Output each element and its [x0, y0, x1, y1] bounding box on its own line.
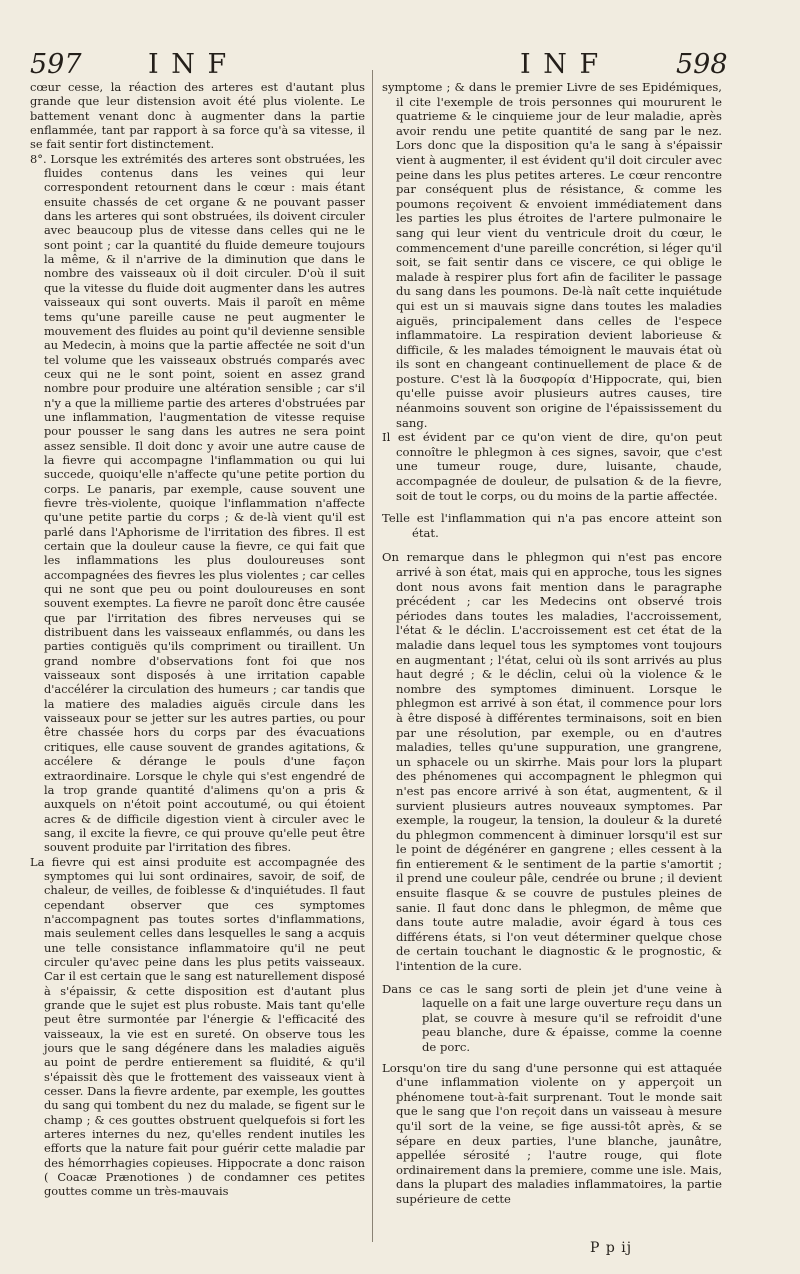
- paragraph: symptome ; & dans le premier Livre de ses Epidémiques, il cite l'exemple de trois personnes qui moururent le quatrieme & le cinquieme jour de leur maladie, après avoir rendu une petite quantité de sang par le nez. Lors donc que la disposition qu'a le sang à s'épaissir vient à augmenter, il est évident qu'il doit circuler avec peine dans les plus petites arteres. Le cœur rencontre par conséquent plus de résistance, & comme les poumons reçoivent & envoient immédiatement dans les parties les plus étroites de l'artere pulmonaire le sang qui leur vient du ventricule droit du cœur, le commencement d'une pareille concrétion, si léger qu'il soit, se fait sentir dans ce viscere, ce qui oblige le malade à respirer plus fort afin de faciliter le passage du sang dans les poumons. De-là naît cette inquiétude qui est un si mauvais signe dans toutes les maladies aiguës, principalement dans celles de l'espece inflammatoire. La respiration devient laborieuse & difficile, & les malades témoignent le mauvais état où ils sont en changeant continuellement de place & de posture. C'est là la δυσφορία d'Hippocrate, qui, bien qu'elle puisse avoir plusieurs autres causes, tire néanmoins souvent son origine de l'épaississement du sang.: [382, 80, 722, 430]
- left-running-head: I N F: [148, 49, 229, 80]
- paragraph: 8°. Lorsque les extrémités des arteres sont obstruées, les fluides contenus dans les veines qui leur correspondent retournent dans le cœur : mais étant ensuite chassés de cet organe & ne pouvant passer dans les arteres qui sont obstruées, ils doivent circuler avec beaucoup plus de vitesse dans celles qui ne le sont point ; car la quantité du fluide demeure toujours la même, & il n'arrive de la diminution que dans le nombre des vaisseaux où il doit circuler. D'où il suit que la vitesse du fluide doit augmenter dans les autres vaisseaux qui sont ouverts. Mais il paroît en même tems qu'une pareille cause ne peut augmenter le mouvement des fluides au point qu'il devienne sensible au Medecin, à moins que la partie affectée ne soit d'un tel volume que les vaisseaux obstrués comparés avec ceux qui ne le sont point, soient en assez grand nombre pour produire une altération sensible ; car s'il n'y a que la millieme partie des arteres d'obstruées par une inflammation, l'augmentation de vitesse requise pour pousser le sang dans les autres ne sera point assez sensible. Il doit donc y avoir une autre cause de la fievre qui accompagne l'inflammation ou qui lui succede, quoiqu'elle n'affecte qu'une petite portion du corps. Le panaris, par exemple, cause souvent une fievre très-violente, quoique l'inflammation n'affecte qu'une petite partie du corps ; & de-là vient qu'il est parlé dans l'Aphorisme de l'irritation des fibres. Il est certain que la douleur cause la fievre, ce qui fait que les inflammations les plus douloureuses sont accompagnées des fievres les plus violentes ; car celles qui ne sont que peu ou point douloureuses en sont souvent exemptes. La fievre ne paroît donc être causée que par l'irritation des fibres nerveuses qui se distribuent dans les vaisseaux enflammés, ou dans les parties contiguës qu'ils compriment ou tiraillent. Un grand nombre d'observations font foi que nos vaisseaux sont disposés à une irritation capable d'accélérer la circulation des humeurs ; car tandis que la matiere des maladies aiguës circule dans les vaisseaux pour se jetter sur les autres parties, ou pour être chassée hors du corps par des évacuations critiques, elle cause souvent de grandes agitations, & accélere & dérange le pouls d'une façon extraordinaire. Lorsque le chyle qui s'est engendré de la trop grande quantité d'alimens qu'on a pris & auxquels on n'étoit point accoutumé, ou qui étoient acres & de difficile digestion vient à circuler avec le sang, il excite la fievre, ce qui prouve qu'elle peut être souvent produite par l'irritation des fibres.: [30, 151, 365, 855]
- column-divider: [372, 70, 373, 1242]
- paragraph: La fievre qui est ainsi produite est accompagnée des symptomes qui lui sont ordinaires, savoir, de soif, de chaleur, de veilles, de foiblesse & d'inquiétudes. Il faut cependant observer que ces symptomes n'accompagnent pas toutes sortes d'inflammations, mais seulement celles dans lesquelles le sang a acquis une telle consistance inflammatoire qu'il ne peut circuler qu'avec peine dans les plus petits vaisseaux. Car il est certain que le sang est naturellement disposé à s'épaissir, & cette disposition est d'autant plus grande que le sujet est plus robuste. Mais tant qu'elle peut être surmontée par l'énergie & l'efficacité des vaisseaux, la vie est en sureté. On observe tous les jours que le sang dégénere dans les maladies aiguës au point de perdre entierement sa fluidité, & qu'il s'épaissit dès que le frottement des vaisseaux vient à cesser. Dans la fievre ardente, par exemple, les gouttes du sang qui tombent du nez du malade, se figent sur le champ ; & ces gouttes obstruent quelquefois si fort les arteres internes du nez, qu'elles rendent inutiles les efforts que la nature fait pour guérir cette maladie par des hémorrhagies copieuses. Hippocrate a donc raison ( Coacæ Prænotiones ) de condamner ces petites gouttes comme un très-mauvais: [30, 854, 365, 1199]
- paragraph: On remarque dans le phlegmon qui n'est pas encore arrivé à son état, mais qui en approche, tous les signes dont nous avons fait mention dans le paragraphe précédent ; car les Medecins ont observé trois périodes dans toutes les maladies, l'accroissement, l'état & le déclin. L'accroissement est cet état de la maladie dans lequel tous les symptomes vont toujours en augmentant ; l'état, celui où ils sont arrivés au plus haut degré ; & le déclin, celui où la violence & le nombre des symptomes diminuent. Lorsque le phlegmon est arrivé à son état, il commence pour lors à être disposé à différentes terminaisons, soit en bien par une résolution, par exemple, ou en d'autres maladies, telles qu'une suppuration, une grangrene, un sphacele ou un skirrhe. Mais pour lors la plupart des phénomenes qui accompagnent le phlegmon qui n'est pas encore arrivé à son état, augmentent, & il survient plusieurs autres nouveaux symptomes. Par exemple, la rougeur, la tension, la douleur & la dureté du phlegmon commencent à diminuer lorsqu'il est sur le point de dégénérer en gangrene ; elles cessent à la fin entierement & le sentiment de la partie s'amortit ; il prend une couleur pâle, cendrée ou brune ; il devient ensuite flasque & se couvre de pustules pleines de sanie. Il faut donc dans le phlegmon, de même que dans toute autre maladie, avoir égard à tous ces différens états, si l'on veut déterminer quelque chose de certain touchant le diagnostic & le prognostic, & l'intention de la cure.: [382, 550, 722, 974]
- paragraph: Dans ce cas le sang sorti de plein jet d'une veine à laquelle on a fait une large ouverture reçu dans un plat, se couvre à mesure qu'il se refroidit d'une peau blanche, dure & épaisse, comme la coenne de porc.: [382, 981, 722, 1054]
- section-heading: Telle est l'inflammation qui n'a pas encore atteint son état.: [382, 511, 722, 540]
- left-page-number: 597: [30, 49, 82, 80]
- left-column: [30, 80, 365, 1199]
- signature-mark: P p ij: [590, 1240, 633, 1256]
- paragraph: Lorsqu'on tire du sang d'une personne qui est attaquée d'une inflammation violente on y apperçoit un phénomene tout-à-fait surprenant. Tout le monde sait que le sang que l'on reçoit dans un vaisseau à mesure qu'il sort de la veine, se fige aussi-tôt après, & se sépare en deux parties, l'une blanche, jaunâtre, appellée sérosité ; l'autre rouge, qui flote ordinairement dans la premiere, comme une isle. Mais, dans la plupart des maladies inflammatoires, la partie supérieure de cette: [382, 1060, 722, 1206]
- paragraph: Il est évident par ce qu'on vient de dire, qu'on peut connoître le phlegmon à ces signes, savoir, que c'est une tumeur rouge, dure, luisante, chaude, accompagnée de douleur, de pulsation & de la fievre, soit de tout le corps, ou du moins de la partie affectée.: [382, 430, 722, 503]
- paragraph: cœur cesse, la réaction des arteres est d'autant plus grande que leur distension avoit été plus violente. Le battement venant donc à augmenter dans la partie enflammée, tant par rapport à sa force qu'à sa vitesse, il se fait sentir fort distinctement.: [30, 80, 365, 152]
- right-column: [382, 80, 722, 1207]
- right-page-number: 598: [676, 49, 728, 80]
- right-running-head: I N F: [520, 49, 601, 80]
